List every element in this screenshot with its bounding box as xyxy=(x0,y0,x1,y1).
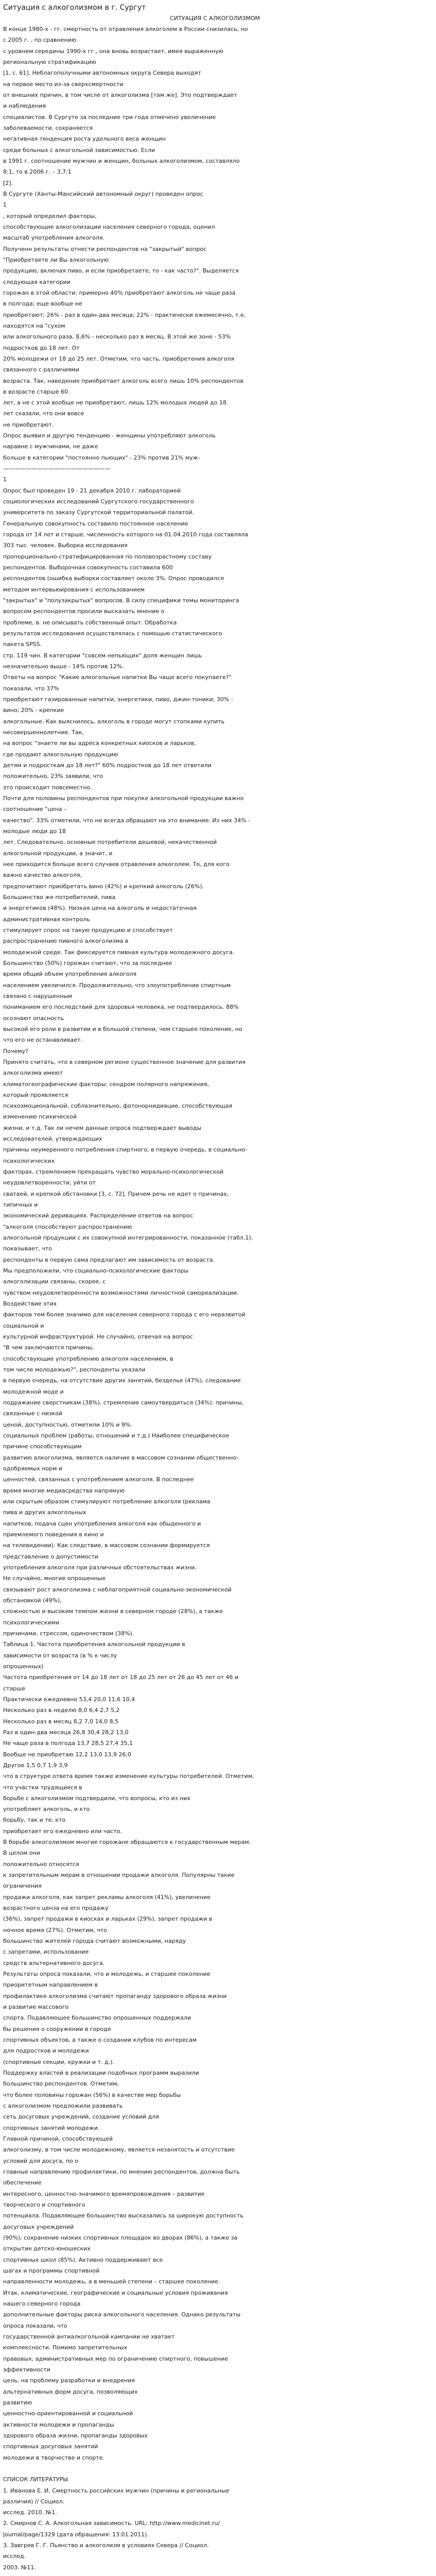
text-line: не приобретают. xyxy=(3,421,54,428)
text-line: профилактике алкоголизма считают пропаганду здорового образа жизни xyxy=(3,1992,227,1999)
text-line: показали, что 37% xyxy=(3,685,59,692)
text-line: и наблюдения xyxy=(3,103,46,110)
text-line: что в структуре ответа время также изменение культуры потребителей. Отметим, xyxy=(3,1773,254,1780)
text-line: Не случайно, многие опрошенные xyxy=(3,1575,106,1582)
text-line: обстановкой (49%), xyxy=(3,1597,62,1604)
text-line: от внешних причин, в том числе от алкоголизма [там же]. Это подтверждает xyxy=(3,91,237,98)
text-line: алкогольной продукции с их совокупной интегрированности, показанное (табл.1). xyxy=(3,1234,253,1242)
text-line: предпочитают приобретать вино (42%) и крепкий алкоголь (26%). xyxy=(3,883,204,890)
text-line: лет, а не с этой вообще не приобретают, лишь 12% молодых людей до 18 xyxy=(3,399,226,406)
text-line: вино; 20% - крепкие xyxy=(3,707,64,714)
text-line: респонденты в первую сама предлагают им зависимость от возраста. xyxy=(3,1256,215,1263)
text-line: В Сургуте (Ханты-Мансийский автономный округ) проведен опрос xyxy=(3,190,203,197)
text-line: климатогеографические факторы: сендром полярного напряжения, xyxy=(3,1080,209,1088)
text-line: находятся на "сухом xyxy=(3,322,65,329)
text-line: приоритетным направлением в xyxy=(3,1981,98,1989)
text-line: приобретает его ежедневно или часто. xyxy=(3,1827,122,1835)
text-line: жизни, и т.д. Так ли нечем данные опроса подтверждает выводы xyxy=(3,1124,202,1131)
text-line: "закрытых" и "полузакрытых" вопросов. В силу специфики темы мониторинга xyxy=(3,597,239,604)
text-line xyxy=(3,2573,427,2576)
text-line: социальных проблем (работы, отношений и т.д.) Наиболее специфическое xyxy=(3,1432,230,1439)
text-line: к запретительным мерам в отношении продажи алкоголя. Популярны такие xyxy=(3,1872,235,1879)
text-line: Не чаще раза в полгода 13,7 28,5 27,4 35,1 xyxy=(3,1740,133,1747)
text-line: средств альтернативного досуга. xyxy=(3,1959,105,1967)
text-line: культурной инфраструктурой. Не случайно, отвечая на вопрос xyxy=(3,1333,193,1341)
text-line: , который определил факторы, xyxy=(3,212,97,219)
text-line: с запретами, использование xyxy=(3,1948,89,1956)
text-line: пива и других алкогольных xyxy=(3,1509,86,1516)
text-line: направленности молодежь, а в меньшей степени – старшее поколение. xyxy=(3,2278,220,2285)
text-line: потенциала. Подавляющее большинство высказались за широкую доступность xyxy=(3,2212,243,2219)
text-line: продукцию, включая пиво, и если приобретаете, то - как часто?". Выделяется xyxy=(3,267,239,275)
text-line: пониманием его последствий для здоровья человека, не подтвердилось. 88% xyxy=(3,1004,239,1011)
text-line: употребляет алкоголь, и кто xyxy=(3,1806,90,1813)
text-line: изменению психической xyxy=(3,1113,77,1121)
text-line: лет. Следовательно, основные потребители дешевой, некачественной xyxy=(3,839,217,846)
text-line: развитию алкоголизма, является наличие в массовом сознании общественно- xyxy=(3,1454,239,1461)
text-line: города от 14 лет и старше, численность которого на 01.04.2010 года составляла xyxy=(3,531,248,538)
text-line: способствующие алкоголизации населения северного города, оценил xyxy=(3,223,215,230)
text-line: детям и подросткам до 18 лет?" 60% подростков до 18 лет ответили xyxy=(3,761,212,769)
text-line: нашего северного города xyxy=(3,2300,81,2307)
text-line: Воздействие этих xyxy=(3,1300,57,1308)
text-line: напитков, подача сцен употребления алкоголя как обыденного и xyxy=(3,1520,201,1527)
text-line: связывают рост алкоголизма с неблагоприятной социально-экономической xyxy=(3,1586,232,1593)
text-line: подражание сверстникам (38%), стремление самоутвердиться (34%): причины, xyxy=(3,1399,244,1406)
text-line: на вопрос "знаете ли вы адреса конкретных киосков и ларьков, xyxy=(3,740,196,747)
text-line: неудовлетворенности, уйти от xyxy=(3,1179,96,1187)
text-line: спортивных досуговых занятий xyxy=(3,2443,98,2450)
text-line: открытие детско-юношеских xyxy=(3,2245,91,2252)
text-line: развитию xyxy=(3,2399,32,2406)
text-line: для подростков и молодежи xyxy=(3,2047,89,2055)
text-line: стимулирует спрос на такую продукцию и способствует xyxy=(3,926,173,934)
text-line: психоэмоциональной, соблазнительно, фотонорнидиацие, способствующая xyxy=(3,1103,233,1110)
text-line: Таблица 1. Частота приобретения алкогольной продукции в xyxy=(3,1641,185,1648)
text-line: университета по заказу Сургутской территориальной палатой. xyxy=(3,509,195,516)
text-line: [2]. xyxy=(3,179,13,187)
text-line: специалистов. В Сургуте за последние три года отмечено увеличение xyxy=(3,113,216,121)
text-line: нее приходится больше всего случаев отравления алкоголем. То, для кого xyxy=(3,860,230,868)
text-line: "Приобретаете ли Вы алкогольную xyxy=(3,256,109,263)
text-line: СПИСОК ЛИТЕРАТУРЫ xyxy=(3,2476,68,2483)
text-line: активности молодежи и пропаганды xyxy=(3,2421,114,2428)
text-line: Большинство (50%) горожан считают, что за последнее xyxy=(3,959,172,967)
text-line: сватаей, и крепкой обстановки [3, с. 72]. Причем речь не идет о причинах, xyxy=(3,1190,229,1197)
text-line: время многие медиасредства напрямую xyxy=(3,1487,125,1494)
text-line: вопросом респондентов просили высказать мнение о xyxy=(3,608,165,615)
text-line: исслед. xyxy=(3,2553,26,2560)
text-line: где продают алкогольную продукцию xyxy=(3,751,118,758)
text-line: (36%), запрет продажи в киосках и ларьках (29%), запрет продажи в xyxy=(3,1916,213,1923)
text-line: ценой, доступностью, отметили 10% и 9%. xyxy=(3,1421,132,1428)
text-line: в первую очередь, на отсутствие других занятий, безделье (47%), следование xyxy=(3,1377,241,1384)
text-line: Результаты опроса показали, что и молодежь, и старшее поколение xyxy=(3,1971,211,1978)
text-line: способствующие употреблению алкоголя населением, в xyxy=(3,1355,173,1362)
text-line: Принято считать, что в северном регионе существенное значение для развития xyxy=(3,1058,246,1065)
text-line: одобряемых норм и xyxy=(3,1465,63,1472)
text-line: время общий объем употребления алкоголя xyxy=(3,971,137,978)
text-line: спортивных школ (85%). Активно поддерживают все xyxy=(3,2256,163,2263)
text-line: Поддержку властей в реализации подобных программ выразили xyxy=(3,2070,199,2077)
text-line: факторов тем более значимо для населения северного города с его неразвитой xyxy=(3,1311,246,1318)
text-line: 3. Завгрев Г. Г. Пьянство и алкоголизм в условиях Севера // Социол. xyxy=(3,2542,209,2549)
text-line: ценностей, связанных с употреблением алкоголя. В последнее xyxy=(3,1476,194,1483)
text-line: положительно, 23% заявили, что xyxy=(3,773,103,780)
text-line: результатов исследования осуществлялась с помощью статистического xyxy=(3,630,222,637)
text-line: ——————————————————— xyxy=(3,465,111,472)
text-line: негативная тенденция роста удельного веса женщин xyxy=(3,135,166,143)
text-line: алкоголизма имеют xyxy=(3,1070,63,1077)
text-line: несовершеннолетние. Так, xyxy=(3,729,84,736)
text-line: обеспечение xyxy=(3,2179,42,2187)
text-line: большинство респондентов. Отметим, xyxy=(3,2080,119,2088)
text-line: Почему? xyxy=(3,1047,28,1055)
text-line: исследователей, утверждающих xyxy=(3,1136,102,1143)
text-line: том числе молодежью?", респонденты указали xyxy=(3,1366,146,1374)
text-line: Несколько раз в месяц 8,2 7,0 14,0 8,5 xyxy=(3,1718,119,1725)
text-line: Мы предположили, что социально-психологические факторы xyxy=(3,1267,189,1275)
text-line: дополнительные факторы риска алкогольного населения. Однако результаты xyxy=(3,2311,241,2318)
text-line: причине способствующим xyxy=(3,1443,82,1450)
text-line: спортивных занятий молодежи. xyxy=(3,2124,100,2131)
text-line: главные направлению профилактики, по мнению респондентов, должна быть xyxy=(3,2168,240,2175)
text-line: что его не останавливает. xyxy=(3,1037,82,1044)
text-line: молодежной моде и xyxy=(3,1388,64,1395)
text-line: региональную стратификацию xyxy=(3,58,96,65)
text-line: Итак, климатические, географические и социальные условия проживания xyxy=(3,2289,228,2296)
text-line: населением увеличился. Продолжительно, что злоупотребление спиртным xyxy=(3,981,231,989)
text-line: с 2005 г. , по сравнению xyxy=(3,37,77,44)
text-line: горожан в этой области: примерно 40% приобретают алкоголь не чаще раза xyxy=(3,289,236,296)
text-line: чувством неудовлетворенности возможностями личностной самореализации. xyxy=(3,1289,239,1296)
text-line: социальной и xyxy=(3,1322,44,1329)
text-line: пакета SPSS. xyxy=(3,641,42,648)
text-line: "В чем заключаются причины, xyxy=(3,1344,94,1351)
text-line: возраста. Так, наведение приобретает алкоголь всего лишь 10% респондентов xyxy=(3,377,243,384)
text-line: 1. Иванова Е. И. Смертность российских мужчин (причины и региональные xyxy=(3,2487,230,2494)
text-line: административная контроль xyxy=(3,916,90,923)
text-line: заболеваемости, сохраняется xyxy=(3,124,93,131)
text-line: пропорционально-стратифицированная по половозрастному составу xyxy=(3,553,212,560)
text-line: представление о допустимости xyxy=(3,1553,99,1560)
text-line: правовых, административных мер по ограничению спиртного, повышение xyxy=(3,2355,229,2362)
text-line: в возрасте старше 60 xyxy=(3,388,68,395)
text-line: условий для досуга, по о xyxy=(3,2157,78,2164)
text-line: соотношение "цена – xyxy=(3,806,67,813)
text-line: борьбе с алкоголизмом подтвердили, что вопросы, кто из них xyxy=(3,1794,190,1802)
text-line: алкоголизму, в том числе молодежному, является незанятость и отсутствие xyxy=(3,2146,235,2154)
text-line: Частота приобретения от 14 до 18 лет от 18 до 25 лет от 26 до 45 лет от 46 и xyxy=(3,1674,239,1681)
text-line: с уровнем середины 1990-х гг., она вновь возрастает, имея выраженную xyxy=(3,47,223,55)
text-line: В борьбе алкоголизмом многие горожане обращаются к государственным мерам. xyxy=(3,1839,251,1846)
text-line: спортивных объектов, а также о создании клубов по интересам xyxy=(3,2037,197,2044)
text-line: 1 xyxy=(3,201,7,209)
text-line: сеть досуговых учреждений, создание условий для xyxy=(3,2113,159,2121)
text-line: с алкоголизмом предложили развивать xyxy=(3,2103,123,2110)
text-line: Опрос выявил и другую тенденцию - женщины употребляют алкоголь xyxy=(3,432,216,439)
text-line: молодежи в творчестве и спорте. xyxy=(3,2454,105,2461)
text-line: 2003. №11. xyxy=(3,2564,36,2571)
text-line: и развитие массового xyxy=(3,2004,69,2011)
text-line: Большинство же потребителей, пива xyxy=(3,893,116,901)
text-line: больше в категории "постоянно пьющих" - 23% против 21% муж- xyxy=(3,454,200,461)
text-line: Несколько раз в неделю 8,0 6,4 2,7 5,2 xyxy=(3,1707,120,1714)
text-line: Почти для половины респондентов при покупке алкогольной продукции важно xyxy=(3,794,244,802)
text-line: Полученн результаты отнести респондентов на "закрытый" вопрос xyxy=(3,245,207,252)
article-body xyxy=(3,24,427,2576)
text-line: причинами, стрессом, одиночеством (38%). xyxy=(3,1630,134,1637)
text-line: высокой его роли в развитии и в большой степени, чем старшее поколение, но xyxy=(3,1025,242,1032)
text-line: 8:1, то в 2006 г. – 3,7:1 xyxy=(3,168,72,176)
text-line: важно качество алкоголя, xyxy=(3,872,82,879)
text-line: на телевидении). Как следствие, в массовом сознании формируется xyxy=(3,1542,210,1549)
text-line: старше xyxy=(3,1685,26,1692)
text-line: journal/page/1329 (дата обращения: 13.01.2011). xyxy=(3,2531,149,2538)
text-line: интересного, ценностно-значимого времяпровождения – развитие xyxy=(3,2190,205,2197)
text-line: Другое 1,5 0,7 1,9 3,9 xyxy=(3,1761,68,1769)
text-line: связано с нарушенным xyxy=(3,992,73,999)
text-line: методом интервьюирования с использованием xyxy=(3,586,145,593)
text-line: факторах, стремлением прекращать чувство морально-психологической xyxy=(3,1168,224,1176)
text-line: Опрос был проведен 19 - 21 декабря 2010 г. лабораторией xyxy=(3,487,181,494)
text-line: респондентов. Выборочная совокупность составила 600 xyxy=(3,564,173,571)
text-line: причины неумеренного потребления спиртного, в первую очередь, в социально- xyxy=(3,1146,248,1154)
text-line: борьбу, так и те, кто xyxy=(3,1817,66,1824)
text-line: психологических xyxy=(3,1157,55,1164)
text-line: государственной антиалкогольной кампании не хватает xyxy=(3,2333,175,2340)
text-line: Ответы на вопрос "Какие алкогольные напитки Вы чаще всего покупаете?" xyxy=(3,674,232,681)
text-line: опроса показали, что xyxy=(3,2322,67,2329)
text-line: 1 xyxy=(3,476,7,483)
text-line: творческого и спортивного xyxy=(3,2201,85,2208)
text-line: приобретают; 26% - раз в один-два месяца; 22% - практически ежемесячно, т.е. xyxy=(3,311,246,318)
text-line: альтернативных форм досуга, позволяющих xyxy=(3,2388,138,2395)
text-line: зависимости от возраста (в % к числу xyxy=(3,1652,117,1659)
text-line: шагах и программы спортивной xyxy=(3,2267,100,2274)
text-line: качество". 33% отметили, что не всегда обращают на это внимание. Из них 34% - xyxy=(3,817,251,824)
text-line: комплексности. Помимо запретительных xyxy=(3,2344,128,2351)
text-line: в полгода; еще вообще не xyxy=(3,300,82,308)
text-line: стр. 119 чин. В категории "совсем непьющих" доля женщин лишь xyxy=(3,652,202,659)
text-line: 2. Смирнов С. А. Алкогольная зависимость. URL: http://www.medicinet.ru/ xyxy=(3,2520,220,2527)
text-line: следующая категории xyxy=(3,278,71,285)
text-line: В конце 1980-х - гг. смертность от отравления алкоголем в России снизилась, но xyxy=(3,26,248,32)
text-line: Генеральную совокупность составило постоянное население xyxy=(3,520,188,527)
text-line: большинство жителей города считают возможными, наряду xyxy=(3,1938,186,1945)
text-line: сложностью и высоким темпом жизни в северном городе (28%), а также xyxy=(3,1608,223,1615)
text-line: приемлемого поведения в кино и xyxy=(3,1531,104,1538)
text-line: или скрытым образом стимулируют потребление алкоголя (реклама xyxy=(3,1498,211,1505)
text-line: социологических исследований Сургутского государственного xyxy=(3,498,194,505)
text-line: алкогольные. Как выяснилось, алкоголь в городе могут стопками купить xyxy=(3,718,225,725)
text-line: и энергетиков (48%). Низкая цена на алкоголь и недостаточная xyxy=(3,905,197,912)
text-line: приобретают газированные напитки, энергетики, пиво, джин-тоники; 30% - xyxy=(3,696,233,703)
text-line: [1, с. 61]. Неблагополучными автономных округа Севера выходят xyxy=(3,70,201,77)
text-line: экономический деривациях. Распределение ответов на вопрос xyxy=(3,1212,194,1219)
text-line: (90%); сохранение низких спортивных площадок во дворах (86%), а также за xyxy=(3,2234,238,2241)
text-line: связанного с различиями xyxy=(3,366,79,374)
text-line xyxy=(3,2463,427,2474)
article-heading: СИТУАЦИЯ С АЛКОГОЛИЗМОМ xyxy=(170,15,260,22)
page-title: Ситуация с алкоголизмом в г. Сургут xyxy=(3,4,146,12)
text-line: положительно относятся xyxy=(3,1860,79,1868)
text-line: алкогольной продукции, а значит, и xyxy=(3,850,113,857)
text-line: Практически ежедневно 53,4 20,0 11,6 10,4 xyxy=(3,1696,135,1703)
text-line: что участки трудящиеся в xyxy=(3,1784,82,1791)
text-line: продажи алкоголя, как запрет рекламы алкоголя (41%), увеличение xyxy=(3,1893,211,1901)
text-line: респондентов (ошибка выборки составляет около 3%. Опрос проводился xyxy=(3,575,224,582)
text-line: употребления алкоголя при различных обстоятельствах жизни. xyxy=(3,1564,197,1571)
text-line: (спортивные секции, кружки и т. д.). xyxy=(3,2058,114,2065)
text-line: В целом они xyxy=(3,1850,40,1857)
text-line: среди больных с алкогольной зависимостью. Если xyxy=(3,146,155,154)
text-line: 303 тыс. человек. Выборка исследования xyxy=(3,542,128,549)
text-line: эффективности xyxy=(3,2366,50,2373)
text-line: спорта. Подавляющее большинство опрошенных поддержали xyxy=(3,2014,191,2022)
text-line: Раз в один-два месяца 26,8 30,4 28,2 13,0 xyxy=(3,1728,129,1736)
text-line: ночное время (27%). Отметим, что xyxy=(3,1926,107,1934)
text-line: распространению пивного алкоголизма в xyxy=(3,938,129,945)
text-line: типичных и xyxy=(3,1201,38,1209)
text-line: подростков до 18 лет. От xyxy=(3,344,80,351)
text-line: незначительно выше - 14% против 12%. xyxy=(3,663,124,670)
text-line: в 1991 г. соотношение мужчин и женщин, больных алкоголизмом, составляло xyxy=(3,157,240,164)
text-line: осознают опасность xyxy=(3,1014,64,1022)
text-line: что более половины горожан (56%) в качестве мер борьбы xyxy=(3,2091,181,2098)
text-line: Главной причиной, способствующей xyxy=(3,2136,113,2142)
text-line: алкоголизации связаны, скорее, с xyxy=(3,1278,106,1285)
text-line: 20% молодежи от 18 до 25 лет. Отметим, что часть, приобретения алкоголя xyxy=(3,355,235,362)
text-line: цель, на проблему разработки и внедрения xyxy=(3,2377,135,2384)
text-line: молодежной среде. Так фиксируется пивная культура молодежного досуга. xyxy=(3,948,235,956)
text-line: на первое место из-за сверхсмертности xyxy=(3,80,124,88)
text-line: ценностно-ориентированной и социальной xyxy=(3,2410,133,2417)
text-line: проблеме, в. не описывать собственный опыт. Обработка xyxy=(3,619,177,626)
text-line: Вообще не приобретаю 12,2 13,0 13,9 26,0 xyxy=(3,1751,131,1758)
text-line: различия) // Социол. xyxy=(3,2498,65,2505)
text-line: досуговых учреждений xyxy=(3,2223,74,2230)
text-line: наравне с мужчинами, не даже xyxy=(3,443,98,450)
text-line: молодые люди до 18 xyxy=(3,827,66,835)
text-line: который проявляется xyxy=(3,1091,68,1098)
text-line: здорового образа жизни, пропаганды здоровых xyxy=(3,2432,148,2439)
text-line: лет сказали, что они вовсе xyxy=(3,410,84,417)
text-line: ограничения xyxy=(3,1883,42,1890)
text-line: опрошенных) xyxy=(3,1663,44,1670)
text-line: бы решения о сооружении в городе xyxy=(3,2025,111,2032)
text-line: возрастного ценза на его продажу xyxy=(3,1905,109,1912)
text-line: "алкоголя способствуют распространению xyxy=(3,1223,132,1230)
text-line: показывает, что xyxy=(3,1245,52,1252)
text-line: связанные с низкой xyxy=(3,1410,63,1417)
text-line: или алкогольного раза, 8,6% - несколько раз в месяц. В этой же зоне - 53% xyxy=(3,333,231,341)
text-line: психологическими xyxy=(3,1619,59,1626)
text-line: исслед. 2010. №1. xyxy=(3,2509,57,2516)
text-line: это происходит повсеместно. xyxy=(3,784,92,791)
text-line: масштаб употребления алкоголя. xyxy=(3,234,105,242)
